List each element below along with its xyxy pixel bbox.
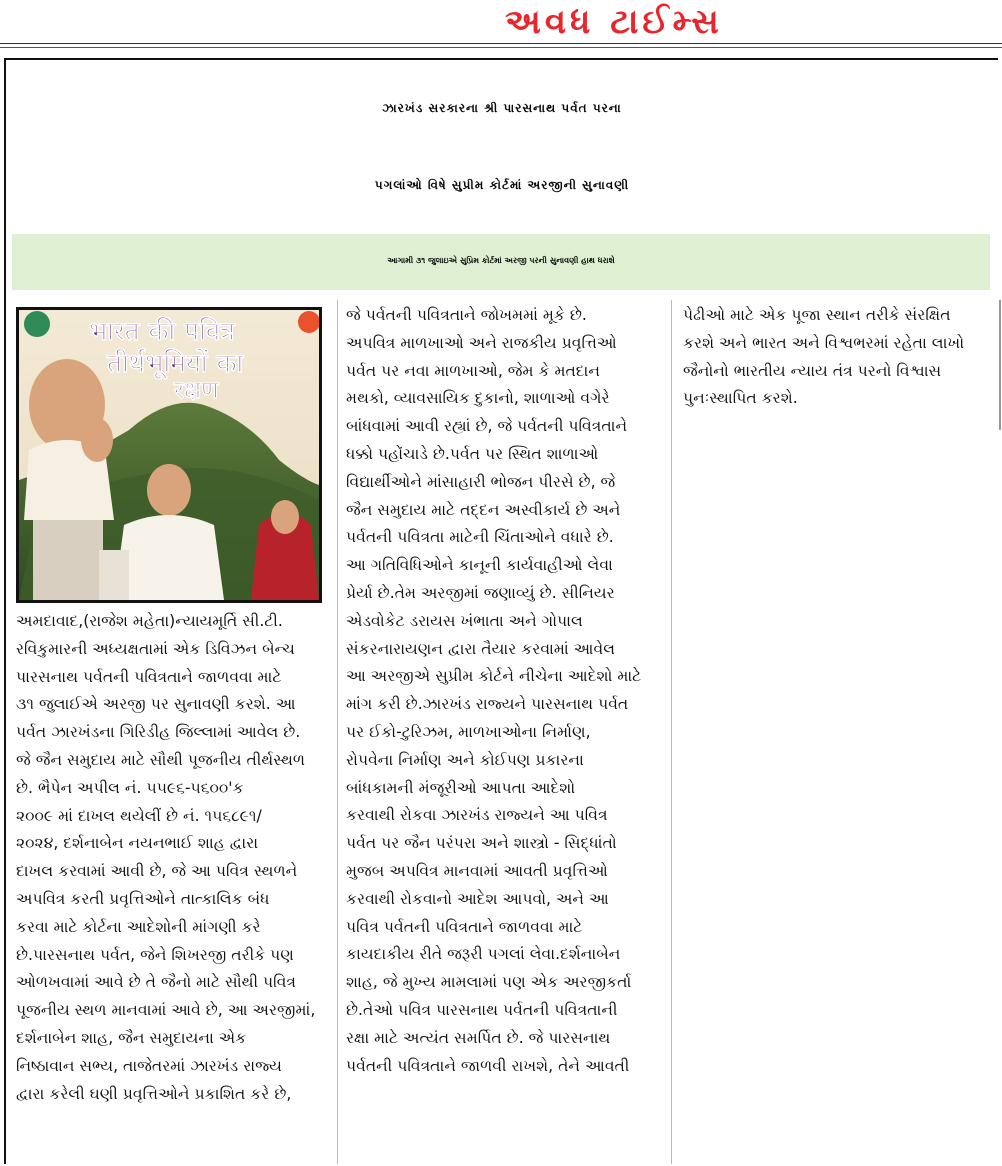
article-column-2 xyxy=(346,302,662,1080)
article-text-line: આ અરજીએ સુપ્રીમ કોર્ટને નીચેના આદેશો માટે xyxy=(346,667,642,686)
article-text-line: રક્ષા માટે અત્યંત સમર્પિત છે. જે પારસનાથ xyxy=(346,1028,611,1047)
article-text-line: પર્વત પર જૈન પરંપરા અને શાસ્ત્રો - સિદ્ધાંતો xyxy=(346,834,617,853)
masthead-rule-secondary xyxy=(0,47,1002,48)
article-text-line: ૨૦૨૪, દર્શનાબેન નયનભાઈ શાહ દ્વારા xyxy=(16,834,259,853)
article-text-line: શાહ, જે મુખ્ય મામલામાં પણ એક અરજીકર્તા xyxy=(346,973,632,992)
headline-line-2: પગલાંઓ વિષે સુપ્રીમ કોર્ટમાં અરજીની સુનાવણી xyxy=(374,178,630,192)
article-text-line: જૈનોનો ભારતીય ન્યાય તંત્ર પરનો વિશ્વાસ xyxy=(683,361,942,380)
photo-banner-text: भारत की पवित्र xyxy=(89,317,235,347)
article-text-line: કરવા માટે કોર્ટના આદેશોની માંગણી કરે xyxy=(16,917,261,936)
article-text-line: પર ઈકો-ટુરિઝમ, માળખાઓના નિર્માણ, xyxy=(346,722,591,741)
article-text-line: ઓળખવામાં આવે છે તે જૈનો માટે સૌથી પવિત્ર xyxy=(16,973,297,992)
article-text-line: અપવિત્ર માળખાઓ અને રાજકીય પ્રવૃત્તિઓ xyxy=(346,333,617,352)
article-text-line: પર્વતની પવિત્રતા માટેની ચિંતાઓને વધારે છે. xyxy=(346,528,614,547)
article-text-line: પેઢીઓ માટે એક પૂજા સ્થાન તરીકે સંરક્ષિત xyxy=(683,306,951,324)
article-text-line: જૈન સમુદાય માટે તદ્દન અસ્વીકાર્ય છે અને xyxy=(346,500,621,519)
article-text-line: પ્રેર્યા છે.તેમ અરજીમાં જણાવ્યું છે. સીનિયર xyxy=(346,583,615,602)
article-text-line: ધક્કો પહોંચાડે છે.પર્વત પર સ્થિત શાળાઓ xyxy=(346,444,599,463)
article-text-line: કરવાથી રોકવાનો આદેશ આપવો, અને આ xyxy=(346,889,609,908)
subheadline: આગામી ૩૧ જુલાઇએ સુપ્રિમ કોર્ટમાં અરજી પરની સુનાવણી હાથ ધરાશે xyxy=(387,256,615,265)
article-text-line: વિદ્યાર્થીઓને માંસાહારી ભોજન પીરસે છે, જે xyxy=(346,472,616,491)
article-column-3 xyxy=(683,302,999,413)
article-text-line: માંગ કરી છે.ઝારખંડ રાજ્યને પારસનાથ પર્વત xyxy=(346,695,629,714)
article-text-line: પર્વતની પવિત્રતાને જાળવી રાખશે, તેને આવતી xyxy=(346,1056,630,1075)
article-text-line: પારસનાથ પર્વતની પવિત્રતાને જાળવવા માટે xyxy=(16,667,282,686)
article-text-line: જે જૈન સમુદાય માટે સૌથી પૂજનીય તીર્થસ્થળ xyxy=(16,750,306,769)
article-text-line: મુજબ અપવિત્ર માનવામાં આવતી પ્રવૃત્તિઓ xyxy=(346,861,608,880)
article-text-line: એડવોકેટ ડરાયસ ખંભાતા અને ગોપાલ xyxy=(346,611,583,630)
article-text-line: દર્શનાબેન શાહ, જૈન સમુદાયના એક xyxy=(16,1028,247,1047)
article-text-line: દાખલ કરવામાં આવી છે, જે આ પવિત્ર સ્થળને xyxy=(16,862,298,881)
article-text-line: બાંધકામની મંજૂરીઓ આપતા આદેશો xyxy=(346,778,576,797)
masthead-title: અવધ ટાઈમ્સ xyxy=(505,2,723,42)
article-text-line: છે. ભૈપેન અપીલ નં. ૫૫૯૬-૫૬૦૦'ક xyxy=(16,778,244,797)
article-text-line: પુનઃસ્થાપિત કરશે. xyxy=(683,389,798,408)
article-text-line: રોપવેના નિર્માણ અને કોઈપણ પ્રકારના xyxy=(346,750,584,769)
photo-illustration xyxy=(19,310,319,600)
article-column-1 xyxy=(16,608,328,1108)
column-edge-rule xyxy=(999,300,1001,430)
article-text-line: દ્વારા કરેલી ઘણી પ્રવૃત્તિઓને પ્રકાશિત કરે છે, xyxy=(16,1084,292,1103)
article-text-line: પવિત્ર પર્વતની પવિત્રતાને જાળવવા માટે xyxy=(346,917,583,936)
article-text-line: આ ગતિવિધિઓને કાનૂની કાર્યવાહીઓ લેવા xyxy=(346,556,613,575)
article-text-line: છે.પારસનાથ પર્વત, જેને શિખરજી તરીકે પણ xyxy=(16,945,294,964)
article-text-line: જે પર્વતની પવિત્રતાને જોખમમાં મૂકે છે. xyxy=(346,306,587,324)
article-text-line: પૂજનીય સ્થળ માનવામાં આવે છે, આ અરજીમાં, xyxy=(16,1001,316,1020)
photo-banner-text: रक्षण xyxy=(174,376,219,404)
article-text-line: મથકો, વ્યાવસાયિક દુકાનો, શાળાઓ વગેરે xyxy=(346,389,610,408)
article-text-line: સંકરનારાયણન દ્વારા તૈયાર કરવામાં આવેલ xyxy=(346,639,615,658)
masthead xyxy=(0,0,1002,44)
photo-banner-text: तीर्थभूमियों का xyxy=(107,349,244,379)
article-text-line: કાયદાકીય રીતે જરૂરી પગલાં લેવા.દર્શનાબેન xyxy=(346,945,621,964)
article-text-line: પર્વત ઝારખંડના ગિરિડીહ જિલ્લામાં આવેલ છે. xyxy=(16,723,301,742)
article-text-line: અમદાવાદ,(રાજેશ મહેતા)ન્યાયમૂર્તિ સી.ટી. xyxy=(16,612,283,630)
article-text-line: રવિકુમારની અધ્યક્ષતામાં એક ડિવિઝન બેન્ચ xyxy=(16,639,295,658)
column-divider xyxy=(337,300,338,1164)
article-text-line: ૩૧ જુલાઈએ અરજી પર સુનાવણી કરશે. આ xyxy=(16,695,296,714)
article-photo xyxy=(16,307,322,603)
headline-line-1: ઝારખંડ સરકારના શ્રી પારસનાથ પર્વત પરના xyxy=(382,101,622,115)
masthead-rule xyxy=(0,43,1002,44)
column-divider xyxy=(671,300,672,1164)
article-text-line: નિષ્ઠાવાન સભ્ય, તાજેતરમાં ઝારખંડ રાજ્ય xyxy=(16,1056,282,1075)
article-text-line: બાંધવામાં આવી રહ્યાં છે, જે પર્વતની પવિત્રતાને xyxy=(346,417,628,436)
article-text-line: કરશે અને ભારત અને વિશ્વભરમાં રહેતા લાખો xyxy=(683,333,965,352)
article-text-line: કરવાથી રોકવા ઝારખંડ રાજ્યને આ પવિત્ર xyxy=(346,806,608,825)
article-text-line: પર્વત પર નવા માળખાઓ, જેમ કે મતદાન xyxy=(346,361,600,380)
article-text-line: છે.તેઓ પવિત્ર પારસનાથ પર્વતની પવિત્રતાની xyxy=(346,1000,618,1019)
article-text-line: ૨૦૦૯ માં દાખલ થયેલીં છે નં. ૧૫૬૮૯૧/ xyxy=(16,806,262,825)
article-text-line: અપવિત્ર કરતી પ્રવૃત્તિઓને તાત્કાલિક બંધ xyxy=(16,889,270,908)
